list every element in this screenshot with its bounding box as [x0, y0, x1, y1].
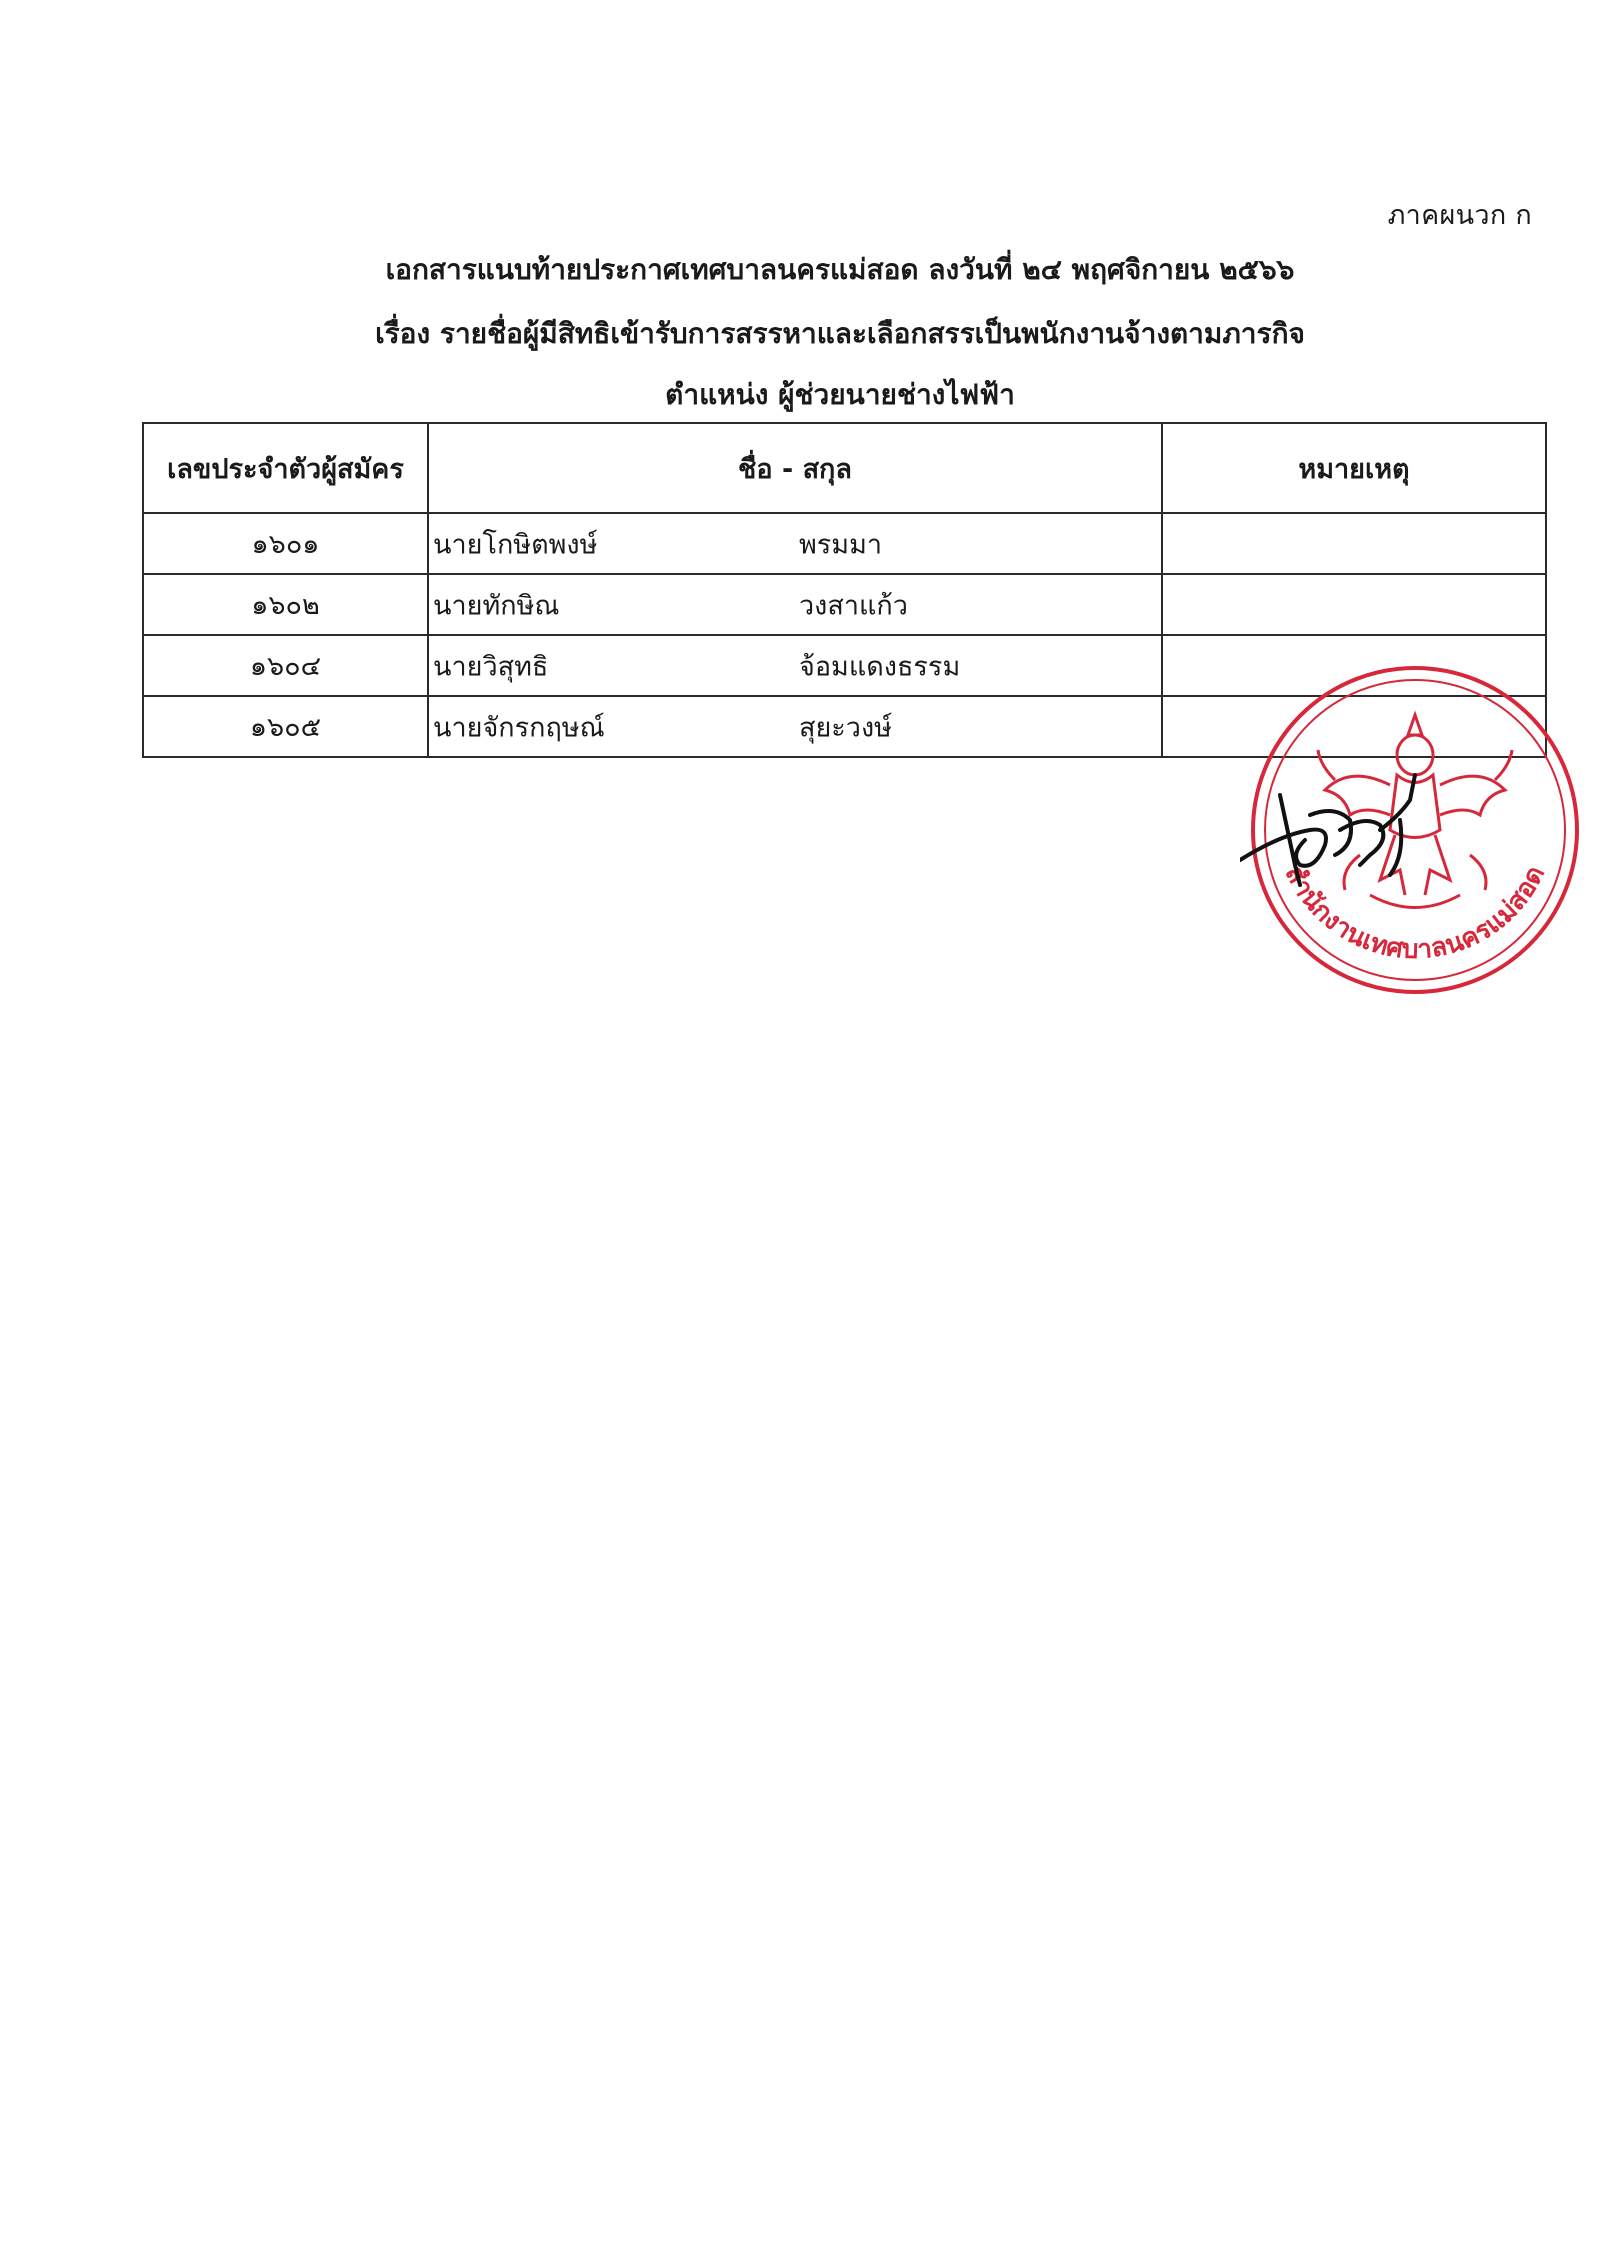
- applicant-id: ๑๖๐๑: [143, 513, 428, 574]
- header-full-name: ชื่อ - สกุล: [428, 423, 1162, 513]
- applicant-last-name: วงสาแก้ว: [799, 590, 908, 621]
- table-row: [143, 513, 1546, 574]
- applicant-first-name: นายจักรกฤษณ์: [433, 712, 605, 743]
- applicant-last-name: จ้อมแดงธรรม: [799, 651, 961, 682]
- applicant-id: ๑๖๐๒: [143, 574, 428, 635]
- applicant-name: [428, 574, 1162, 635]
- applicant-first-name: นายวิสุทธิ: [433, 651, 549, 682]
- document-heading-line-3: ตำแหน่ง ผู้ช่วยนายช่างไฟฟ้า: [665, 378, 1015, 411]
- applicant-id: ๑๖๐๕: [143, 696, 428, 757]
- header-applicant-id: เลขประจำตัวผู้สมัคร: [143, 423, 428, 513]
- appendix-label: ภาคผนวก ก: [1387, 200, 1532, 231]
- applicant-first-name: นายโกษิตพงษ์: [433, 529, 598, 560]
- applicant-id: ๑๖๐๔: [143, 635, 428, 696]
- applicant-remark: [1162, 513, 1546, 574]
- svg-text:สำนักงานเทศบาลนครแม่สอด: สำนักงานเทศบาลนครแม่สอด: [1278, 860, 1552, 966]
- document-heading-line-1: เอกสารแนบท้ายประกาศเทศบาลนครแม่สอด ลงวันที่ ๒๔ พฤศจิกายน ๒๕๖๖: [385, 253, 1295, 286]
- applicant-name: [428, 635, 1162, 696]
- applicant-first-name: นายทักษิณ: [433, 590, 560, 621]
- document-heading-line-2: เรื่อง รายชื่อผู้มีสิทธิเข้ารับการสรรหาและเลือกสรรเป็นพนักงานจ้างตามภารกิจ: [375, 317, 1305, 350]
- header-remark: หมายเหตุ: [1162, 423, 1546, 513]
- applicant-remark: [1162, 574, 1546, 635]
- table-header-row: [143, 423, 1546, 513]
- applicant-name: [428, 513, 1162, 574]
- table-row: [143, 574, 1546, 635]
- garuda-emblem-icon: [1318, 715, 1512, 908]
- official-seal: [1240, 655, 1590, 1005]
- applicant-last-name: สุยะวงษ์: [799, 712, 892, 743]
- applicant-last-name: พรมมา: [799, 529, 883, 560]
- applicant-name: [428, 696, 1162, 757]
